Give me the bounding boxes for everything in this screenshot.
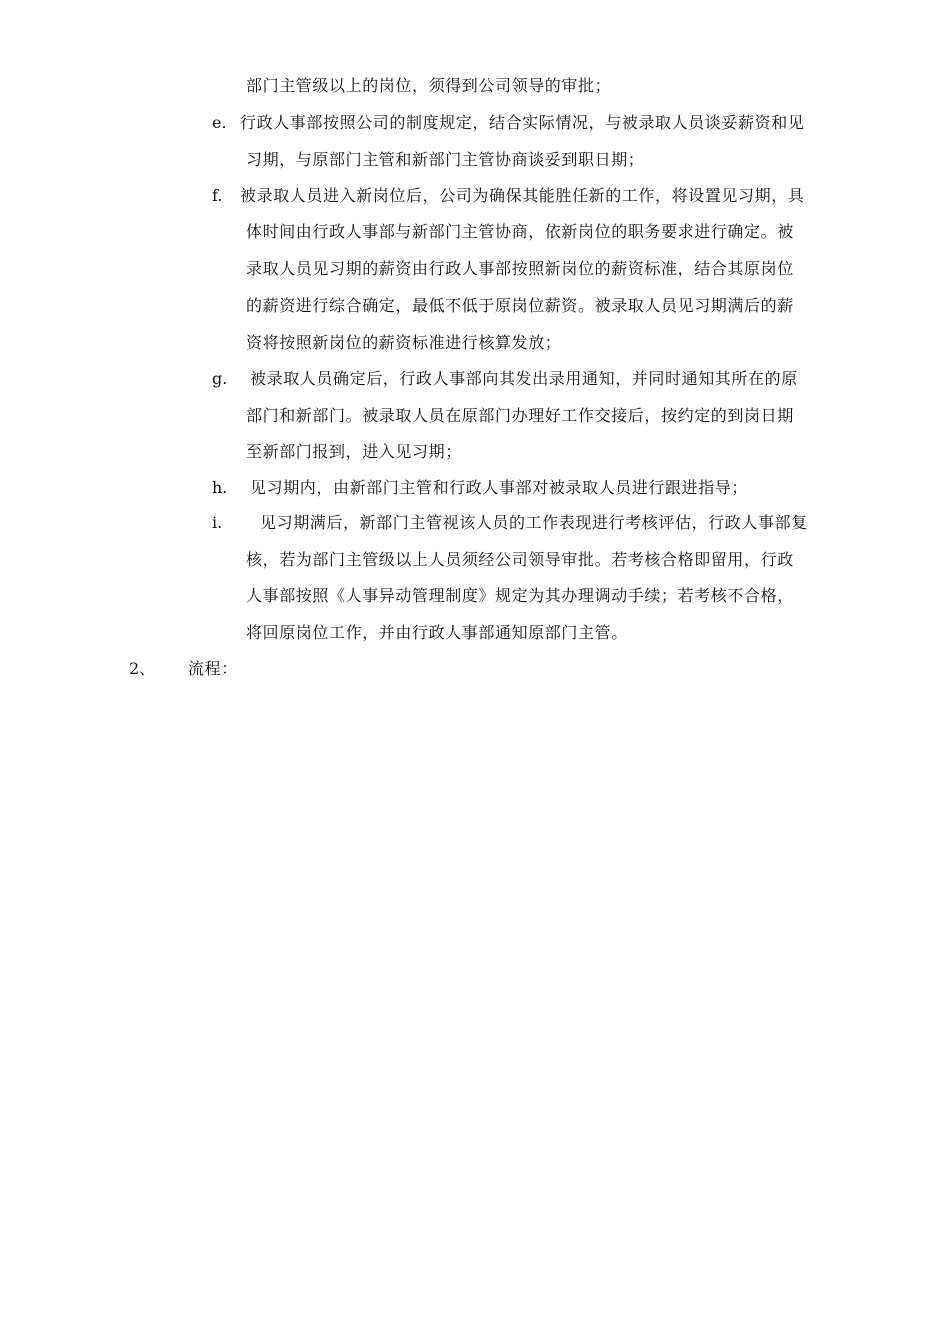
item-f-line-5: 资将按照新岗位的薪资标准进行核算发放； — [246, 333, 562, 352]
item-e-line-2: 习期，与原部门主管和新部门主管协商谈妥到职日期； — [246, 150, 645, 169]
item-i-line-3: 人事部按照《人事异动管理制度》规定为其办理调动手续；若考核不合格， — [246, 586, 794, 605]
item-f-line-3: 录取人员见习期的薪资由行政人事部按照新岗位的薪资标准，结合其原岗位 — [246, 259, 794, 278]
item-e-marker: e. — [212, 113, 227, 132]
item-g-line-1: 被录取人员确定后，行政人事部向其发出录用通知，并同时通知其所在的原 — [250, 369, 798, 388]
item-f-line-4: 的薪资进行综合确定，最低不低于原岗位薪资。被录取人员见习期满后的薪 — [246, 296, 794, 315]
item-g-marker: g. — [212, 369, 228, 388]
item-h-line-1: 见习期内，由新部门主管和行政人事部对被录取人员进行跟进指导； — [250, 478, 749, 497]
item-f-marker: f. — [212, 186, 223, 205]
section-number: 2、 — [129, 659, 156, 678]
item-f-line-2: 体时间由行政人事部与新部门主管协商，依新岗位的职务要求进行确定。被 — [246, 222, 794, 241]
item-g-line-2: 部门和新部门。被录取人员在原部门办理好工作交接后，按约定的到岗日期 — [246, 406, 794, 425]
section-title: 流程： — [188, 659, 238, 678]
item-i-marker: i. — [212, 513, 223, 532]
item-h-marker: h. — [212, 478, 228, 497]
continuation-line: 部门主管级以上的岗位，须得到公司领导的审批； — [246, 76, 612, 95]
item-i-line-4: 将回原岗位工作，并由行政人事部通知原部门主管。 — [246, 623, 628, 642]
item-i-line-1: 见习期满后，新部门主管视该人员的工作表现进行考核评估，行政人事部复 — [260, 513, 808, 532]
item-i-line-2: 核，若为部门主管级以上人员须经公司领导审批。若考核合格即留用，行政 — [246, 550, 794, 569]
item-f-line-1: 被录取人员进入新岗位后，公司为确保其能胜任新的工作，将设置见习期，具 — [240, 186, 805, 205]
item-g-line-3: 至新部门报到，进入见习期； — [246, 442, 462, 461]
item-e-line-1: 行政人事部按照公司的制度规定，结合实际情况，与被录取人员谈妥薪资和见 — [240, 113, 805, 132]
